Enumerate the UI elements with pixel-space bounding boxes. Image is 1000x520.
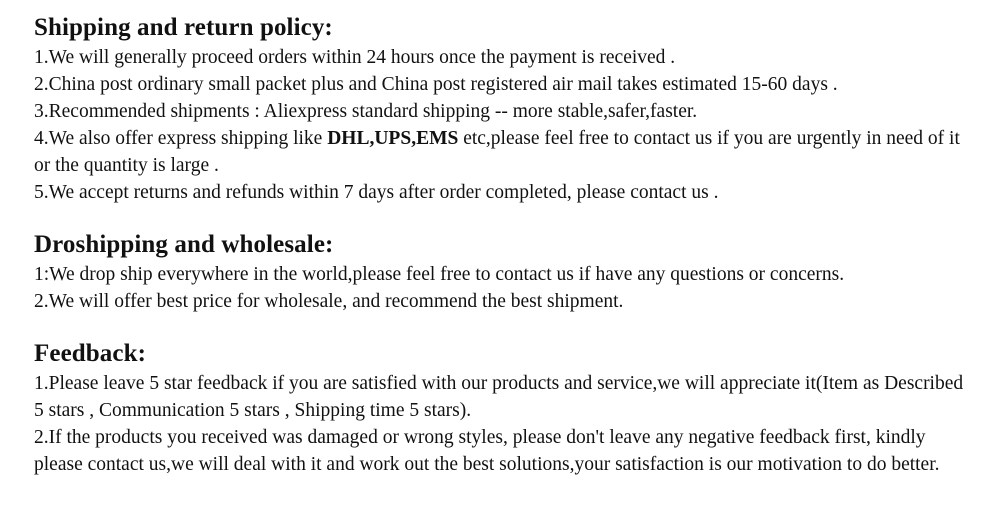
section-dropshipping-wholesale: [34, 229, 966, 316]
section-shipping-return-policy: [34, 12, 966, 207]
policy-line-emphasis: DHL,UPS,EMS: [327, 127, 459, 149]
policy-line-express-shipping: [34, 126, 966, 180]
section-heading: Feedback:: [34, 339, 146, 367]
policy-line: 2.If the products you received was damaged or wrong styles, please don't leave any negative feedback first, kindly please contact us,we will deal with it and work out the best solutions,your satisfaction is our motivation to do better.: [34, 426, 940, 475]
section-feedback: [34, 338, 966, 479]
policy-line: 1:We drop ship everywhere in the world,please feel free to contact us if have any questions or concerns.: [34, 263, 845, 285]
policy-line-suffix: etc,please feel free to contact us if you are urgently in need of it or the quantity is large .: [34, 127, 960, 176]
policy-line: 2.We will offer best price for wholesale, and recommend the best shipment.: [34, 290, 624, 312]
policy-line-prefix: 4.We also offer express shipping like: [34, 127, 328, 149]
policy-line: 2.China post ordinary small packet plus and China post registered air mail takes estimated 15-60 days .: [34, 74, 838, 96]
policy-line: 3.Recommended shipments : Aliexpress standard shipping -- more stable,safer,faster.: [34, 101, 698, 123]
section-heading: Shipping and return policy:: [34, 14, 333, 41]
policy-line: 5.We accept returns and refunds within 7 days after order completed, please contact us .: [34, 181, 719, 203]
policy-line: 1.We will generally proceed orders within 24 hours once the payment is received .: [34, 47, 676, 69]
policy-line: 1.Please leave 5 star feedback if you are satisfied with our products and service,we will appreciate it(Item as Described 5 stars , Communication 5 stars , Shipping time 5 stars).: [34, 373, 964, 421]
section-heading: Droshipping and wholesale:: [34, 230, 334, 258]
